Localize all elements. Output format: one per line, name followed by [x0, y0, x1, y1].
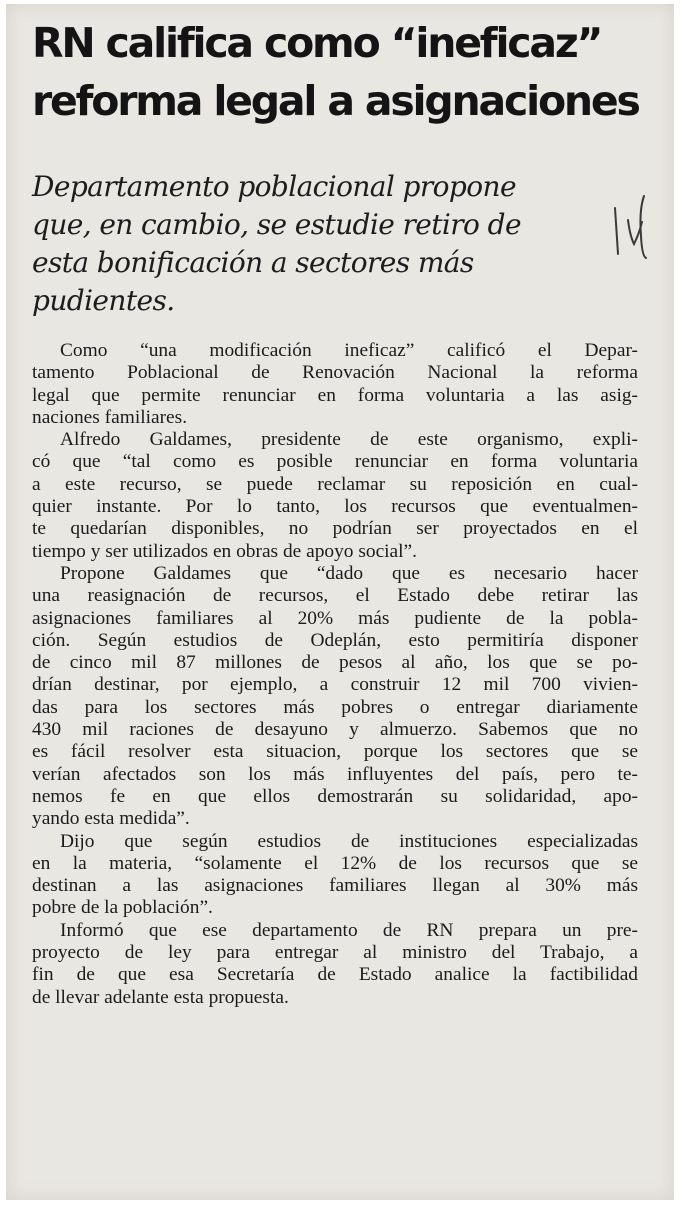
handwritten-page-number — [606, 190, 656, 260]
subheadline-line: esta bonificación a sectores más — [32, 246, 474, 279]
paragraph-line: yando esta medida”. — [32, 808, 190, 830]
paragraph-line: fin de que esa Secretaría de Estado analice la factibilidad — [32, 964, 638, 986]
paragraph-line: Informó que ese departamento de RN prepara un pre- — [60, 919, 638, 941]
headline-line: reforma legal a asignaciones — [32, 77, 639, 125]
paragraph-line: tamento Poblacional de Renovación Nacional la reforma — [32, 362, 638, 384]
paragraph — [32, 563, 638, 831]
paragraph-line: de cinco mil 87 millones de pesos al año, los que se po- — [32, 652, 638, 674]
paragraph-line: a este recurso, se puede reclamar su reposición en cual- — [32, 473, 638, 495]
paragraph-line: Dijo que según estudios de instituciones especializadas — [60, 830, 638, 852]
paragraph-line: 430 mil raciones de desayuno y almuerzo. Sabemos que no — [32, 719, 638, 741]
paragraph-line: verían afectados son los más influyentes del país, pero te- — [32, 763, 638, 785]
paragraph-line: quier instante. Por lo tanto, los recursos que eventualmen- — [32, 496, 638, 518]
paragraph-line: drían destinar, por ejemplo, a construir 12 mil 700 vivien- — [32, 674, 638, 696]
paragraph-line: de llevar adelante esta propuesta. — [32, 986, 289, 1008]
paragraph-line: ción. Según estudios de Odeplán, esto permitiría disponer — [32, 629, 638, 651]
paragraph-line: Alfredo Galdames, presidente de este organismo, expli- — [60, 429, 638, 451]
paragraph-line: pobre de la población”. — [32, 897, 213, 919]
paragraph-line: Propone Galdames que “dado que es necesario hacer — [60, 562, 638, 584]
paragraph — [32, 340, 638, 429]
paragraph-line: asignaciones familiares al 20% más pudiente de la pobla- — [32, 607, 638, 629]
paragraph — [32, 429, 638, 563]
paragraph-line: das para los sectores más pobres o entregar diariamente — [32, 696, 638, 718]
subheadline-line: que, en cambio, se estudie retiro de — [32, 208, 521, 241]
headline — [32, 14, 652, 130]
paragraph-line: es fácil resolver esta situacion, porque los sectores que se — [32, 741, 638, 763]
paragraph-line: Como “una modificación ineficaz” calificó el Depar- — [60, 340, 638, 361]
paragraph-line: naciones familiares. — [32, 406, 188, 428]
subheadline-line: pudientes. — [32, 284, 175, 317]
subheadline-line: Departamento poblacional propone — [32, 170, 516, 203]
paragraph — [32, 831, 638, 920]
paragraph-line: en la materia, “solamente el 12% de los recursos que se — [32, 852, 638, 874]
paragraph — [32, 920, 638, 1009]
paragraph-line: legal que permite renunciar en forma voluntaria a las asig- — [32, 384, 638, 406]
paragraph-line: te quedarían disponibles, no podrían ser proyectados en el — [32, 518, 638, 540]
paragraph-line: tiempo y ser utilizados en obras de apoyo social”. — [32, 540, 418, 562]
paragraph-line: có que “tal como es posible renunciar en forma voluntaria — [32, 451, 638, 473]
paragraph-line: una reasignación de recursos, el Estado debe retirar las — [32, 585, 638, 607]
headline-line: RN califica como “ineficaz” — [32, 19, 602, 67]
article-body — [32, 340, 638, 1009]
paragraph-line: proyecto de ley para entregar al ministro del Trabajo, a — [32, 942, 638, 964]
paragraph-line: destinan a las asignaciones familiares llegan al 30% más — [32, 875, 638, 897]
subheadline — [32, 168, 592, 320]
paragraph-line: nemos fe en que ellos demostrarán su solidaridad, apo- — [32, 785, 638, 807]
